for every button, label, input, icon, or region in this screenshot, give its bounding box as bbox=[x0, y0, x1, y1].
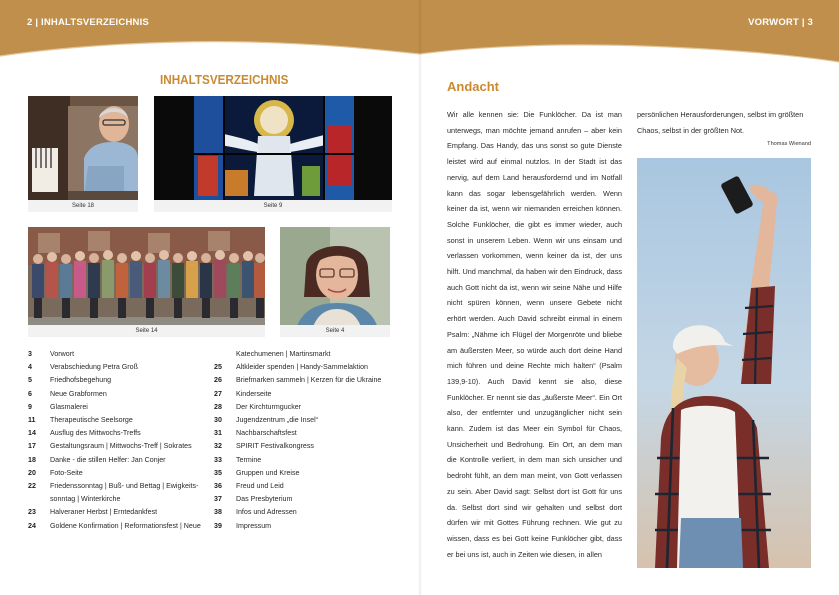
toc-page-number: 3 bbox=[28, 350, 32, 358]
toc-label: Kinderseite bbox=[236, 389, 272, 398]
toc-entry[interactable] bbox=[28, 506, 218, 519]
toc-label: Ausflug des Mittwochs-Treffs bbox=[50, 429, 141, 438]
toc-label: Gestaltungsraum | Mittwochs-Treff | Sokrates bbox=[50, 442, 192, 451]
toc-label: Termine bbox=[236, 455, 262, 464]
toc-label: Therapeutische Seelsorge bbox=[50, 416, 133, 425]
toc-label: Vorwort bbox=[50, 350, 75, 358]
toc-entry[interactable] bbox=[214, 467, 404, 480]
toc-page-number: 33 bbox=[214, 455, 222, 464]
toc-entry[interactable] bbox=[214, 440, 404, 453]
toc-entry[interactable] bbox=[28, 427, 218, 440]
toc-page-number: 6 bbox=[28, 389, 32, 398]
toc-entry[interactable] bbox=[28, 401, 218, 414]
toc-page-number: 28 bbox=[214, 402, 222, 411]
toc-page-number: 37 bbox=[214, 495, 222, 504]
toc-entry[interactable] bbox=[214, 506, 404, 519]
toc-entry[interactable] bbox=[28, 454, 218, 467]
toc-page-number: 25 bbox=[214, 363, 222, 372]
photo-caption: Seite 9 bbox=[154, 200, 392, 212]
toc-page-number: 11 bbox=[28, 416, 36, 425]
toc-label: Gruppen und Kreise bbox=[236, 468, 300, 477]
toc-label: Neue Grabformen bbox=[50, 389, 107, 398]
toc-label: Goldene Konfirmation | Reformationsfest | Neue bbox=[50, 521, 201, 530]
toc-column-right bbox=[214, 348, 404, 533]
toc-label: Halveraner Herbst | Erntedankfest bbox=[50, 508, 158, 517]
toc-entry[interactable] bbox=[214, 520, 404, 533]
photo-woman-phone bbox=[637, 158, 811, 568]
toc-page-number: 27 bbox=[214, 389, 222, 398]
toc-entry[interactable] bbox=[214, 374, 404, 387]
photo-group bbox=[28, 227, 265, 335]
toc-label: Katechumenen | Martinsmarkt bbox=[236, 350, 331, 358]
toc-label: SPIRIT Festivalkongress bbox=[236, 442, 314, 451]
toc-page-number: 4 bbox=[28, 363, 32, 372]
toc-label: Briefmarken sammeln | Kerzen für die Ukraine bbox=[236, 376, 382, 385]
toc-page-number: 18 bbox=[28, 455, 36, 464]
andacht-continuation: persönlichen Herausforderungen, selbst im größten Chaos, selbst in der größten Not. bbox=[637, 110, 804, 135]
toc-entry[interactable] bbox=[28, 374, 218, 387]
toc-entry[interactable] bbox=[28, 361, 218, 374]
toc-label: Das Presbyterium bbox=[236, 495, 293, 504]
toc-page-number: 14 bbox=[28, 429, 36, 438]
andacht-body bbox=[447, 107, 622, 562]
toc-page-number: 31 bbox=[214, 429, 222, 438]
toc-entry[interactable] bbox=[214, 427, 404, 440]
toc-page-number: 35 bbox=[214, 468, 222, 477]
toc-label: Infos und Adressen bbox=[236, 508, 297, 517]
toc-page-number: 24 bbox=[28, 521, 36, 530]
toc-label: Glasmalerei bbox=[50, 402, 88, 411]
toc-label: sonntag | Winterkirche bbox=[50, 495, 121, 504]
toc-label: Der Kirchturmgucker bbox=[236, 402, 302, 411]
toc-entry[interactable] bbox=[214, 454, 404, 467]
toc-page-number bbox=[28, 493, 50, 506]
toc-entry[interactable] bbox=[28, 480, 218, 493]
toc-entry[interactable] bbox=[214, 361, 404, 374]
toc-entry[interactable] bbox=[214, 414, 404, 427]
toc-page-number: 9 bbox=[28, 402, 32, 411]
page-header-left: 2 | INHALTSVERZEICHNIS bbox=[27, 17, 149, 28]
toc-entry[interactable] bbox=[28, 388, 218, 401]
toc-entry[interactable] bbox=[214, 348, 404, 361]
toc-entry[interactable] bbox=[214, 493, 404, 506]
toc-entry[interactable] bbox=[214, 480, 404, 493]
andacht-text: Wir alle kennen sie: Die Funklöcher. Da ist man unterwegs, man möchte jemand anrufen – aber kein Empfang. Das Handy, das uns sonst so gute Dienste leistet wird auf einmal nutzlos. In der Stadt ist das nervig, auf dem Land herausfordernd und im Notfall kann das sogar lebensgefährlich werden. Wenn keiner da ist, wenn wir niemanden erreichen können. Solche Funklöcher, die gibt es immer wieder, auch sonst in unserem Leben. Wenn wir uns einsam und verlassen vorkommen, wenn keiner da ist, der uns hilft. Und manchmal, da haben wir den Eindruck, dass auch Gott nicht da ist, wenn wir seine Nähe und Hilfe nicht spüren können, wenn unsere Gebete nicht erhört werden. Auch David schreibt einmal in einem Psalm: „Nähme ich Flügel der Morgenröte und bliebe am äußersten Meer, so würde auch dort deine Hand mich führen und deine Rechte mich halten“ (Psalm 139,9-10). Auch David kennt sie also, diese Funklöcher. Er nennt sie das „äußerste Meer“. Ein Ort also, der entfernter und unzugänglicher nicht sein kann. Zudem ist das Meer ein Symbol für Chaos, Unsicherheit und Bedrohung. Ein Ort, an dem man die Kontrolle verliert, in dem man sich unsicher und bedroht fühlt, an dem man meint, von Gott verlassen zu sein. Aber David sagt: Selbst dort ist Gott für uns da. Selbst dort sind wir gehalten und selbst dort dürfen wir mit Gottes Führung rechnen. Wie gut zu wissen, dass es bei Gott keine Funklöcher gibt, dass er bei uns ist, auch in Zeiten wie diesen, in allen bbox=[447, 110, 622, 559]
toc-page-number: 32 bbox=[214, 442, 222, 451]
toc-page-number: 20 bbox=[28, 468, 36, 477]
toc-label: Freud und Leid bbox=[236, 482, 284, 491]
toc-entry[interactable] bbox=[28, 493, 218, 506]
toc-page-number: 22 bbox=[28, 482, 36, 491]
toc-entry[interactable] bbox=[28, 467, 218, 480]
toc-label: Altkleider spenden | Handy-Sammelaktion bbox=[236, 363, 368, 372]
toc-entry[interactable] bbox=[28, 348, 218, 361]
photo-caption: Seite 14 bbox=[28, 325, 265, 337]
page-gutter bbox=[418, 0, 422, 595]
toc-page-number: 36 bbox=[214, 482, 222, 491]
toc-label: Verabschiedung Petra Groß bbox=[50, 363, 138, 372]
toc-entry[interactable] bbox=[214, 388, 404, 401]
toc-label: Jugendzentrum „die Insel“ bbox=[236, 416, 319, 425]
toc-entry[interactable] bbox=[214, 401, 404, 414]
toc-page-number bbox=[214, 348, 236, 361]
photo-stained-glass bbox=[154, 96, 392, 212]
toc-page-number: 30 bbox=[214, 416, 222, 425]
toc-page-number: 23 bbox=[28, 508, 36, 517]
photo-organist bbox=[28, 96, 138, 212]
toc-label: Danke - die stillen Helfer: Jan Conjer bbox=[50, 455, 166, 464]
toc-page-number: 26 bbox=[214, 376, 222, 385]
toc-page-number: 5 bbox=[28, 376, 32, 385]
page-header-right: VORWORT | 3 bbox=[748, 17, 813, 28]
toc-page-number: 17 bbox=[28, 442, 36, 451]
photo-portrait bbox=[280, 227, 390, 337]
toc-label: Friedhofsbegehung bbox=[50, 376, 112, 385]
toc-page-number: 38 bbox=[214, 508, 222, 517]
toc-column-left bbox=[28, 348, 218, 533]
andacht-title: Andacht bbox=[447, 79, 499, 94]
toc-entry[interactable] bbox=[28, 414, 218, 427]
author-name: Thomas Wienand bbox=[767, 141, 811, 147]
toc-label: Nachbarschaftsfest bbox=[236, 429, 297, 438]
photo-caption: Seite 18 bbox=[28, 200, 138, 212]
photo-caption: Seite 4 bbox=[280, 325, 390, 337]
toc-title: INHALTSVERZEICHNIS bbox=[160, 72, 289, 87]
toc-page-number: 39 bbox=[214, 521, 222, 530]
toc-label: Impressum bbox=[236, 521, 272, 530]
toc-label: Friedenssonntag | Buß- und Bettag | Ewigkeits- bbox=[50, 482, 199, 491]
toc-entry[interactable] bbox=[28, 520, 218, 533]
toc-label: Foto-Seite bbox=[50, 468, 83, 477]
toc-entry[interactable] bbox=[28, 440, 218, 453]
